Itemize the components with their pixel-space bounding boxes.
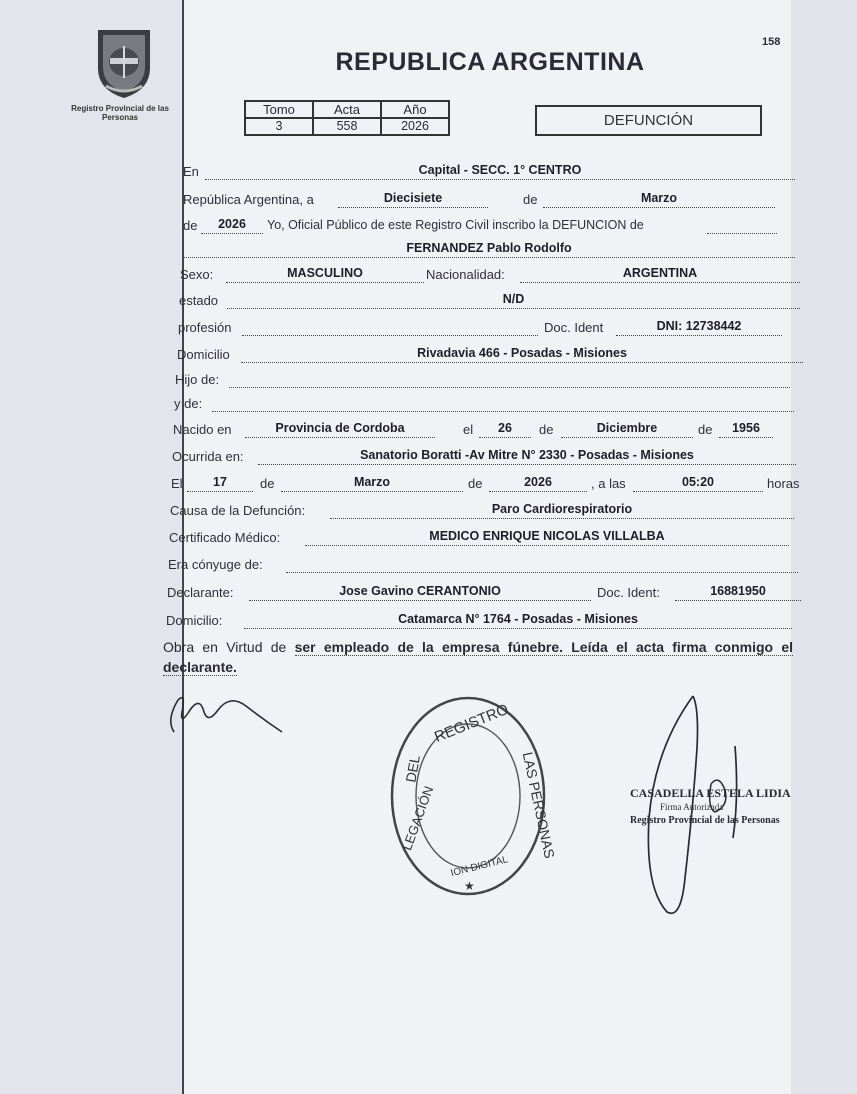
doc-ident2-value: 16881950 xyxy=(675,583,801,601)
yde-label: y de: xyxy=(174,396,203,411)
de-label: de xyxy=(523,192,538,207)
domicilio-value: Rivadavia 466 - Posadas - Misiones xyxy=(241,345,803,363)
anio-value: 2026 xyxy=(381,118,449,135)
line-declarante xyxy=(167,583,803,603)
stamp-text-bottom: ION DIGITAL xyxy=(449,854,510,880)
line-conyuge xyxy=(168,555,798,575)
logo-caption: Registro Provincial de las Personas xyxy=(71,104,169,122)
line-domicilio xyxy=(177,345,803,365)
declarant-signature xyxy=(160,690,290,745)
document-type-box: DEFUNCIÓN xyxy=(535,105,762,136)
birth-year: 1956 xyxy=(719,420,773,438)
line-profesion xyxy=(178,318,782,338)
declarante-value: Jose Gavino CERANTONIO xyxy=(249,583,591,601)
sexo-label: Sexo: xyxy=(180,267,214,282)
acta-header: Acta xyxy=(313,101,381,118)
birth-de-label: de xyxy=(539,422,554,437)
domicilio2-label: Domicilio: xyxy=(166,613,223,628)
causa-label: Causa de la Defunción: xyxy=(170,503,306,518)
line-sexo xyxy=(180,265,800,285)
right-margin xyxy=(791,0,857,1094)
el2-label: El xyxy=(171,476,183,491)
left-margin xyxy=(0,0,185,1094)
doc-ident-label: Doc. Ident xyxy=(544,320,604,335)
line-place xyxy=(183,162,795,182)
document-title: REPUBLICA ARGENTINA xyxy=(335,48,645,76)
birth-month: Diciembre xyxy=(561,420,693,438)
doc-ident-value: DNI: 12738442 xyxy=(616,318,782,336)
line-certificado xyxy=(169,528,789,548)
domicilio-label: Domicilio xyxy=(177,347,230,362)
day-text-value: Diecisiete xyxy=(338,190,488,208)
line-causa xyxy=(170,501,794,521)
profesion-label: profesión xyxy=(178,320,232,335)
line-yde xyxy=(174,394,794,414)
stamp-text-left: DEL xyxy=(402,753,423,784)
line-estado xyxy=(179,291,800,311)
estado-value: N/D xyxy=(227,291,800,309)
death-de-label: de xyxy=(260,476,275,491)
death-month: Marzo xyxy=(281,474,463,492)
en-label: En xyxy=(183,164,199,179)
certificado-value: MEDICO ENRIQUE NICOLAS VILLALBA xyxy=(305,528,789,546)
causa-value: Paro Cardiorespiratorio xyxy=(330,501,794,519)
birth-de2-label: de xyxy=(698,422,713,437)
el-label: el xyxy=(463,422,474,437)
deceased-name: FERNANDEZ Pablo Rodolfo xyxy=(183,240,795,258)
registry-seal-logo xyxy=(88,24,160,105)
death-day: 17 xyxy=(187,474,253,492)
line-intro xyxy=(183,216,795,236)
tomo-value: 3 xyxy=(245,118,313,135)
sexo-value: MASCULINO xyxy=(226,265,424,283)
de-year-label: de xyxy=(183,218,198,233)
birth-day: 26 xyxy=(479,420,531,438)
page-number: 158 xyxy=(762,36,781,48)
official-title-line1: Firma Autorizada xyxy=(660,802,724,812)
nacionalidad-label: Nacionalidad: xyxy=(426,267,505,282)
month-value: Marzo xyxy=(543,190,775,208)
obra-prefix: Obra en Virtud de xyxy=(163,639,287,655)
death-year: 2026 xyxy=(489,474,587,492)
nacido-label: Nacido en xyxy=(173,422,232,437)
official-title-line2: Registro Provincial de las Personas xyxy=(630,815,780,826)
domicilio2-value: Catamarca N° 1764 - Posadas - Misiones xyxy=(244,611,792,629)
ocurrida-label: Ocurrida en: xyxy=(172,449,244,464)
republica-label: República Argentina, a xyxy=(183,192,314,207)
stamp-text-right: LAS PERSONAS xyxy=(519,750,558,860)
official-stamp xyxy=(388,694,558,904)
obra-text: ser empleado de la empresa fúnebre. Leída el acta firma conmigo el declarante. xyxy=(163,639,793,675)
hijo-dots xyxy=(229,370,790,388)
svg-text:★: ★ xyxy=(464,879,475,893)
yde-dots xyxy=(212,394,794,412)
estado-label: estado xyxy=(179,293,219,308)
official-name: CASADELLA ESTELA LIDIA xyxy=(630,786,791,800)
death-time: 05:20 xyxy=(633,474,763,492)
intro-text: Yo, Oficial Público de este Registro Civil inscribo la DEFUNCION de xyxy=(267,218,644,232)
birth-place: Provincia de Cordoba xyxy=(245,420,435,438)
registry-table xyxy=(244,100,450,136)
a-las-label: , a las xyxy=(591,476,626,491)
hijo-label: Hijo de: xyxy=(175,372,220,387)
obra-paragraph xyxy=(163,637,793,677)
ocurrida-value: Sanatorio Boratti -Av Mitre N° 2330 - Posadas - Misiones xyxy=(258,447,796,465)
line-death-date xyxy=(171,474,803,494)
line-nacido xyxy=(173,420,793,440)
year-value: 2026 xyxy=(201,216,263,234)
profesion-dots xyxy=(242,318,538,336)
line-ocurrida xyxy=(172,447,796,467)
acta-value: 558 xyxy=(313,118,381,135)
line-hijo xyxy=(175,370,790,390)
doc-ident2-label: Doc. Ident: xyxy=(597,585,660,600)
nacionalidad-value: ARGENTINA xyxy=(520,265,800,283)
conyuge-label: Era cónyuge de: xyxy=(168,557,263,572)
conyuge-dots xyxy=(286,555,798,573)
stamp-text-bottom-left: LEGACIÓN xyxy=(399,784,437,853)
line-deceased xyxy=(183,240,795,260)
stamp-text-top: REGISTRO xyxy=(431,700,511,746)
intro-dots xyxy=(707,216,777,234)
line-domicilio2 xyxy=(166,611,806,631)
line-date xyxy=(183,190,795,210)
anio-header: Año xyxy=(381,101,449,118)
death-de2-label: de xyxy=(468,476,483,491)
declarante-label: Declarante: xyxy=(167,585,234,600)
horas-label: horas xyxy=(767,476,800,491)
place-value: Capital - SECC. 1° CENTRO xyxy=(205,162,795,180)
certificado-label: Certificado Médico: xyxy=(169,530,281,545)
tomo-header: Tomo xyxy=(245,101,313,118)
